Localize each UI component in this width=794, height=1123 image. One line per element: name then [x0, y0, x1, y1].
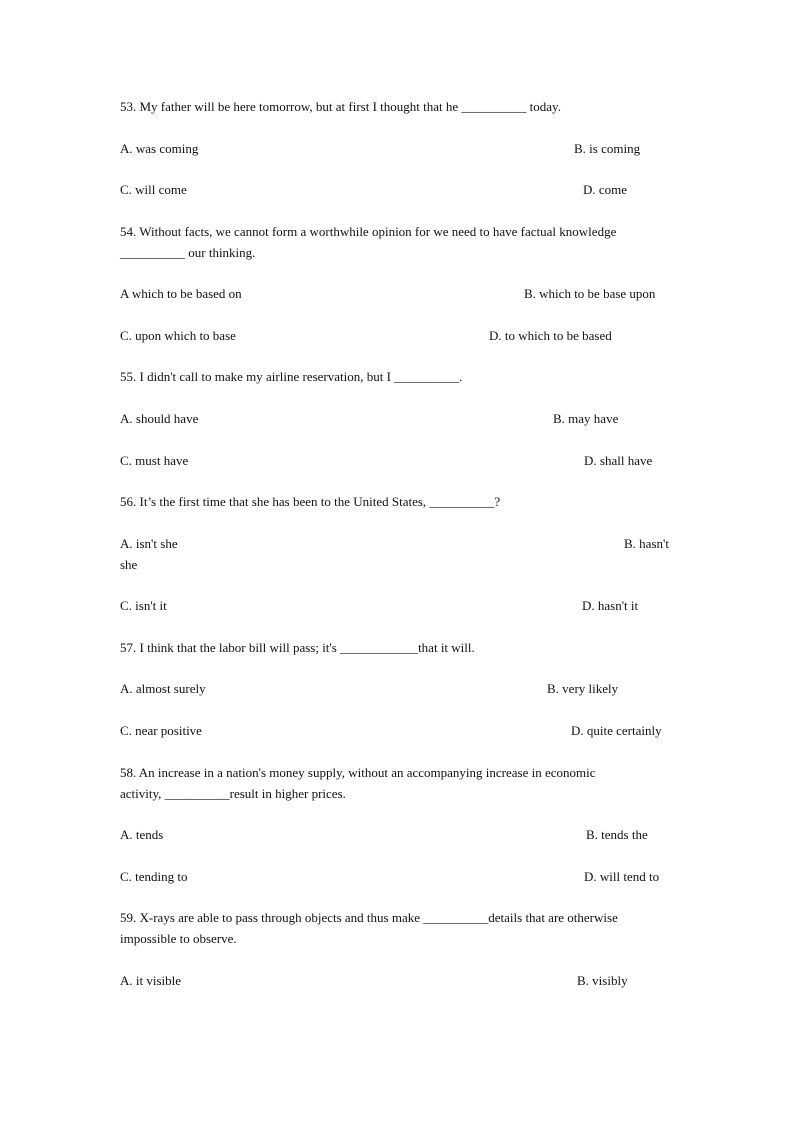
question-59-option-a: A. it visible	[120, 973, 182, 988]
question-56-text: 56. It’s the first time that she has been to the United States, __________?	[120, 494, 501, 509]
question-54-option-d: D. to which to be based	[489, 328, 612, 343]
question-55-option-a: A. should have	[120, 411, 199, 426]
question-54-text-line1: 54. Without facts, we cannot form a worthwhile opinion for we need to have factual knowledge	[120, 224, 617, 239]
question-59-text-line1: 59. X-rays are able to pass through objects and thus make __________details that are otherwise	[120, 910, 618, 925]
question-58-text-line2: activity, __________result in higher prices.	[120, 786, 346, 801]
question-57-text: 57. I think that the labor bill will pass; it's ____________that it will.	[120, 640, 475, 655]
question-55-option-c: C. must have	[120, 453, 189, 468]
question-54-option-c: C. upon which to base	[120, 328, 236, 343]
question-56-option-b-line2: she	[120, 557, 138, 572]
question-53-option-c: C. will come	[120, 182, 187, 197]
question-57-option-c: C. near positive	[120, 723, 202, 738]
question-59-text-line2: impossible to observe.	[120, 931, 237, 946]
question-58-option-d: D. will tend to	[584, 869, 660, 884]
question-53-text: 53. My father will be here tomorrow, but at first I thought that he __________ today.	[120, 99, 561, 114]
question-57-option-b: B. very likely	[547, 681, 619, 696]
question-55-option-d: D. shall have	[584, 453, 653, 468]
question-54-option-b: B. which to be base upon	[524, 286, 656, 301]
question-55-text: 55. I didn't call to make my airline reservation, but I __________.	[120, 369, 463, 384]
question-53-option-d: D. come	[583, 182, 628, 197]
question-53-option-b: B. is coming	[574, 141, 641, 156]
question-57-option-d: D. quite certainly	[571, 723, 662, 738]
question-59-option-b: B. visibly	[577, 973, 628, 988]
question-56-option-b-line1: B. hasn't	[624, 536, 669, 551]
question-56-option-d: D. hasn't it	[582, 598, 639, 613]
question-56-option-a: A. isn't she	[120, 536, 178, 551]
question-53-option-a: A. was coming	[120, 141, 199, 156]
question-57-option-a: A. almost surely	[120, 681, 206, 696]
question-54-text-line2: __________ our thinking.	[120, 245, 256, 260]
question-58-text-line1: 58. An increase in a nation's money supply, without an accompanying increase in economic	[120, 765, 596, 780]
question-55-option-b: B. may have	[553, 411, 619, 426]
question-58-option-b: B. tends the	[586, 827, 648, 842]
question-56-option-c: C. isn't it	[120, 598, 167, 613]
question-58-option-a: A. tends	[120, 827, 164, 842]
question-54-option-a: A which to be based on	[120, 286, 242, 301]
question-58-option-c: C. tending to	[120, 869, 188, 884]
